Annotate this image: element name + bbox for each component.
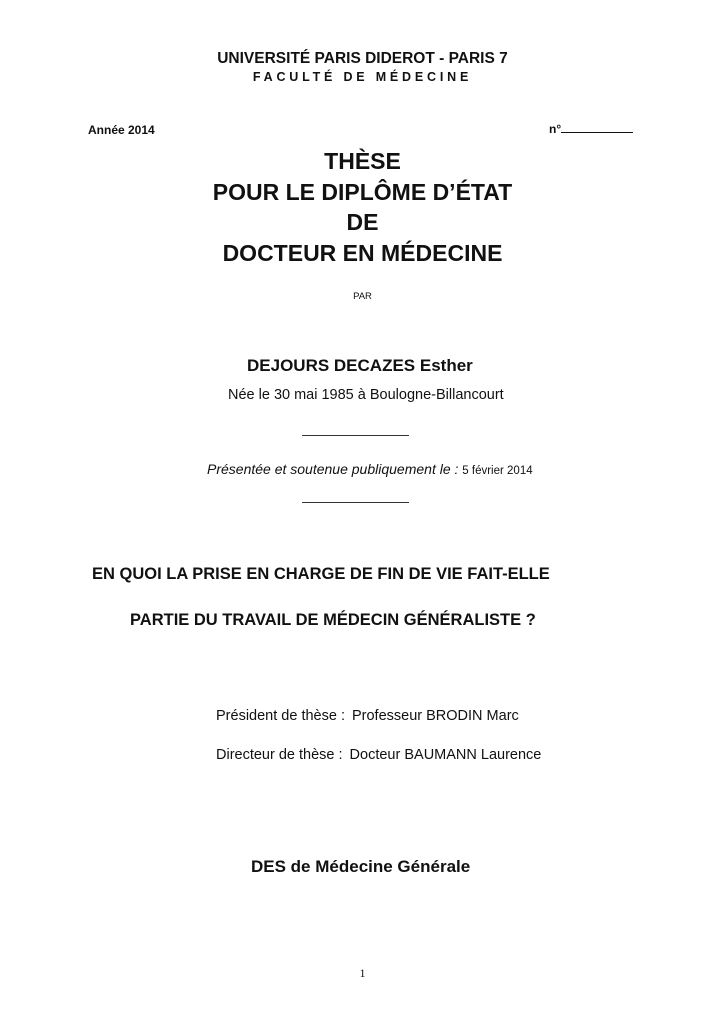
specialty: DES de Médecine Générale — [251, 857, 471, 876]
author-name: DEJOURS DECAZES Esther — [247, 356, 473, 375]
number-label: n° — [549, 122, 562, 136]
by-label: PAR — [353, 291, 372, 302]
year-label: Année 2014 — [88, 123, 155, 137]
subject-line-2: PARTIE DU TRAVAIL DE MÉDECIN GÉNÉRALISTE ? — [130, 611, 536, 629]
title-line-2: POUR LE DIPLÔME D’ÉTAT — [212, 178, 513, 205]
director-name: Docteur BAUMANN Laurence — [349, 747, 542, 763]
president-label: Président de thèse : — [216, 708, 345, 724]
title-line-1: THÈSE — [324, 148, 401, 174]
jury-president — [216, 708, 519, 724]
divider-top — [302, 435, 409, 436]
defense-date: 5 février 2014 — [462, 465, 533, 477]
thesis-number — [549, 121, 633, 136]
thesis-title — [0, 146, 725, 268]
defense-label: Présentée et soutenue publiquement le : — [207, 461, 459, 477]
title-line-4: DOCTEUR EN MÉDECINE — [222, 239, 503, 266]
director-label: Directeur de thèse : — [216, 747, 343, 763]
page-number: 1 — [359, 966, 366, 980]
divider-bottom — [302, 502, 409, 503]
number-blank-line — [561, 121, 633, 133]
president-name: Professeur BRODIN Marc — [351, 708, 519, 724]
title-line-3: DE — [346, 209, 379, 235]
subject-line-1: EN QUOI LA PRISE EN CHARGE DE FIN DE VIE FAIT-ELLE — [92, 565, 550, 583]
university-name: UNIVERSITÉ PARIS DIDEROT - PARIS 7 — [217, 50, 508, 67]
defense-line — [207, 461, 533, 477]
author-birth: Née le 30 mai 1985 à Boulogne-Billancourt — [228, 387, 504, 403]
faculty-name: FACULTÉ DE MÉDECINE — [252, 70, 473, 84]
jury-director — [216, 747, 541, 763]
